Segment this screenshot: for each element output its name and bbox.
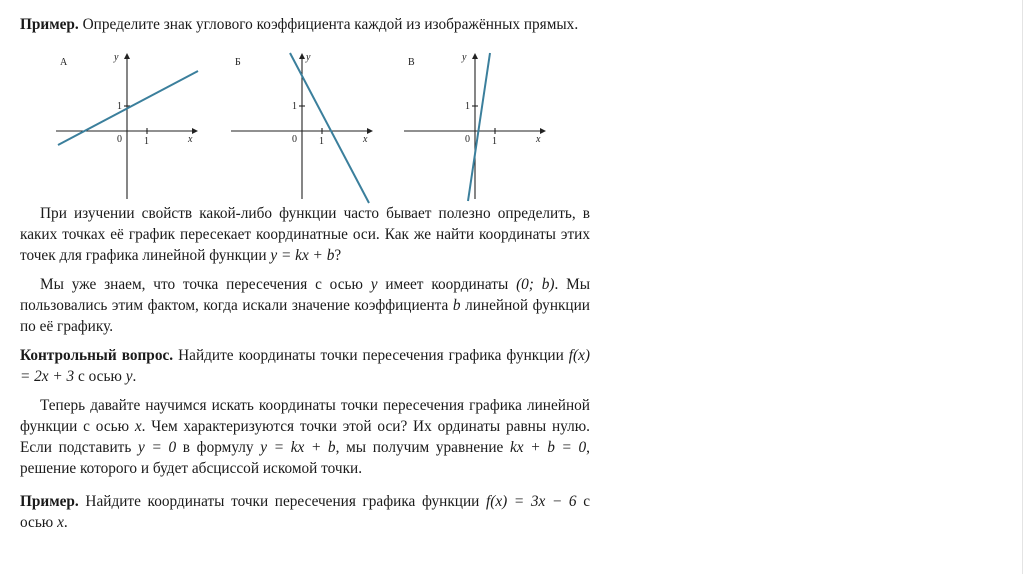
graph-a-label: А xyxy=(60,57,68,68)
graph-a-tick-x-label: 1 xyxy=(144,136,149,147)
graph-a-tick-y-label: 1 xyxy=(117,101,122,112)
para1-formula: y = kx + b xyxy=(270,247,335,264)
para3-text-2: . Чем характеризуются точки этой оси? Их ординаты равны нулю. Если подставить xyxy=(20,418,590,456)
graph-a-y-label: y xyxy=(114,52,119,63)
graph-b-x-arrow xyxy=(367,128,373,134)
para3-text-4: , мы получим уравнение xyxy=(335,439,510,456)
graph-a-x-arrow xyxy=(192,128,198,134)
control-formula: f(x) = 2x + 3 xyxy=(20,347,591,385)
graph-a-x-label: x xyxy=(188,134,193,145)
control-question xyxy=(20,345,590,387)
para2-text-1: Мы уже знаем, что точка пересечения с осью xyxy=(40,276,371,293)
graph-a-line xyxy=(58,71,198,145)
graph-c-y-arrow xyxy=(472,53,478,59)
page-edge-divider xyxy=(1022,0,1023,574)
para3-text-3: в формулу xyxy=(176,439,261,456)
graph-b xyxy=(225,51,375,201)
graph-c xyxy=(398,51,548,201)
para1-text-1: При изучении свойств какой-либо функции часто бывает полезно определить, в каких точках её график пересекает координатные оси. Как же найти координаты этих точек для графика линейной функции xyxy=(20,205,590,264)
example2-var-x: x xyxy=(57,514,64,531)
para2-text-3: . Мы пользовались этим фактом, когда искали значение коэффициента xyxy=(20,276,590,314)
graph-c-line xyxy=(468,53,490,201)
graph-c-origin: 0 xyxy=(465,134,470,145)
example2-text-1: Найдите координаты точки пересечения графика функции xyxy=(85,493,486,510)
example2-text-2: с осью xyxy=(20,493,590,531)
control-text-1: Найдите координаты точки пересечения графика функции xyxy=(178,347,569,364)
example1-paragraph xyxy=(20,14,590,35)
control-var-y: y xyxy=(125,368,133,385)
para3 xyxy=(20,395,590,479)
graph-b-y-arrow xyxy=(299,53,305,59)
para3-eq2: y = kx + b xyxy=(260,439,336,456)
example1-text: Определите знак углового коэффициента каждой из изображённых прямых. xyxy=(82,16,579,33)
para3-eq3: kx + b = 0 xyxy=(509,439,587,456)
para2-text-2: имеет координаты xyxy=(377,276,517,293)
control-text-3: . xyxy=(132,368,137,385)
graph-b-tick-x-label: 1 xyxy=(319,136,324,147)
graph-c-x-label: x xyxy=(536,134,541,145)
example2-title: Пример. xyxy=(20,493,79,510)
graph-b-origin: 0 xyxy=(292,134,297,145)
para3-text-5: , решение которого и будет абсциссой искомой точки. xyxy=(20,439,590,477)
graph-b-x-label: x xyxy=(363,134,368,145)
para1-text-2: ? xyxy=(334,247,342,264)
example1-title: Пример. xyxy=(20,16,79,33)
graph-c-x-arrow xyxy=(540,128,546,134)
graph-a xyxy=(50,51,200,201)
para2 xyxy=(20,274,590,337)
control-text-2: с осью xyxy=(74,368,126,385)
para3-var-x: x xyxy=(134,418,142,435)
graph-c-tick-y-label: 1 xyxy=(465,101,470,112)
example2-paragraph xyxy=(20,491,590,533)
control-title: Контрольный вопрос. xyxy=(20,347,174,364)
textbook-page xyxy=(20,14,590,533)
example2-text-3: . xyxy=(63,514,68,531)
graph-c-tick-x-label: 1 xyxy=(492,136,497,147)
para1 xyxy=(20,203,590,266)
example2-formula: f(x) = 3x − 6 xyxy=(485,493,577,510)
para2-text-4: линейной функции по её графику. xyxy=(20,297,590,335)
graph-c-y-label: y xyxy=(462,52,467,63)
para3-text-1: Теперь давайте научимся искать координаты точки пересечения графика линейной функции с осью xyxy=(20,397,590,435)
graph-b-tick-y-label: 1 xyxy=(292,101,297,112)
para2-coords: (0; b) xyxy=(516,276,555,293)
para3-eq1: y = 0 xyxy=(138,439,177,456)
graph-b-label: Б xyxy=(235,57,241,68)
graph-b-y-label: y xyxy=(306,52,311,63)
para2-var-y: y xyxy=(370,276,378,293)
para2-var-b: b xyxy=(452,297,461,314)
graph-c-label: В xyxy=(408,57,415,68)
graphs-row xyxy=(20,51,590,201)
graph-a-origin: 0 xyxy=(117,134,122,145)
graph-a-y-arrow xyxy=(124,53,130,59)
